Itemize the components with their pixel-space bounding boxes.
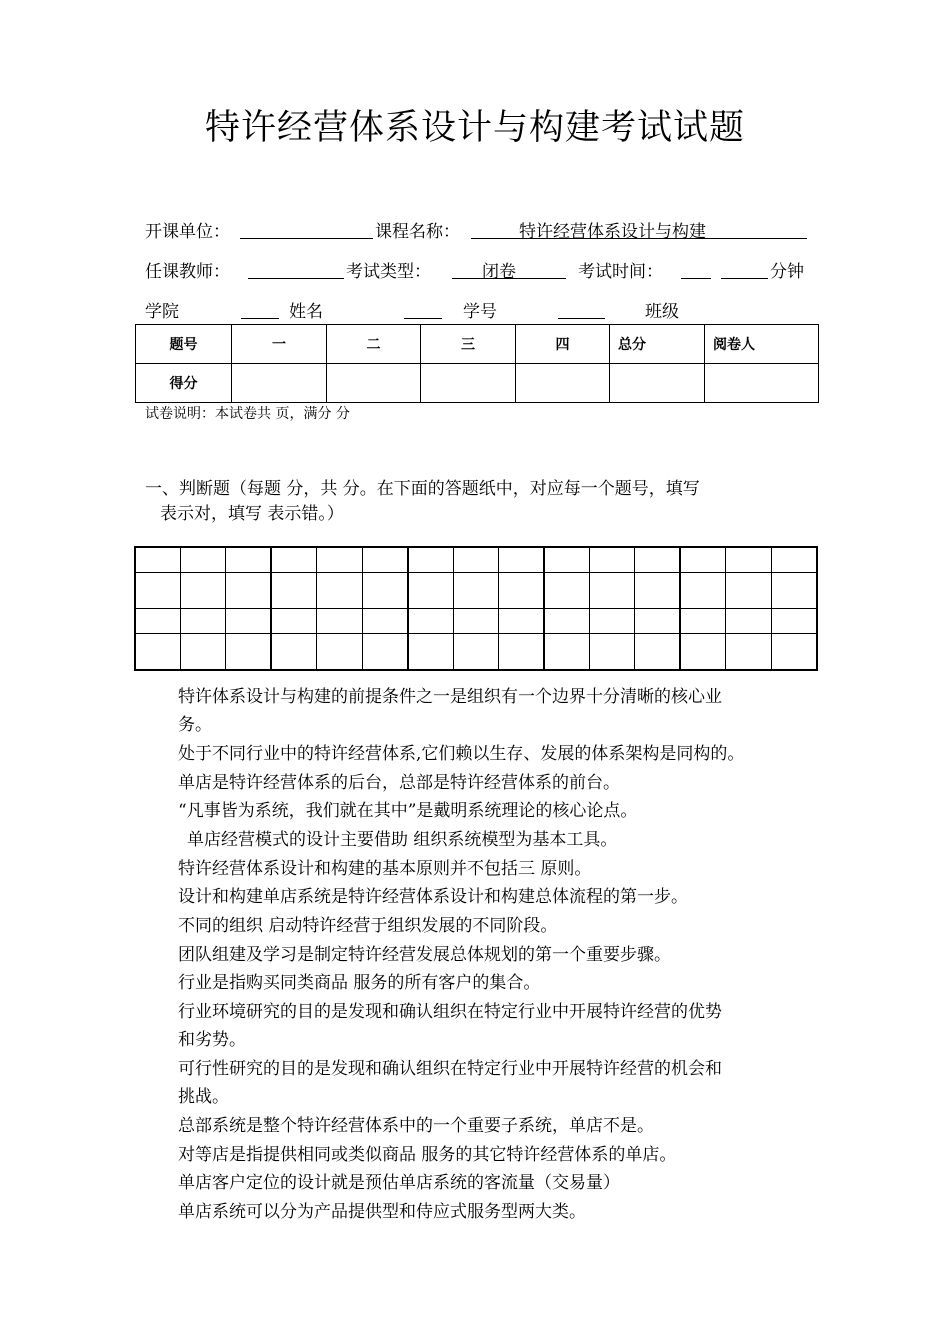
answer-cell[interactable]: [180, 547, 225, 573]
answer-cell[interactable]: [271, 634, 316, 671]
answer-cell[interactable]: [362, 547, 407, 573]
question-line: 行业环境研究的目的是发现和确认组织在特定行业中开展特许经营的优势: [178, 1002, 722, 1022]
score-header-cell: 总分: [610, 325, 705, 364]
section-1-instructions: 一、判断题（每题 分，共 分。在下面的答题纸中，对应每一个题号，填写: [145, 479, 700, 499]
exam-time-label: 考试时间：: [578, 262, 663, 282]
answer-cell[interactable]: [408, 547, 453, 573]
answer-cell[interactable]: [726, 609, 771, 634]
answer-cell[interactable]: [453, 573, 498, 609]
course-label: 课程名称：: [375, 222, 460, 242]
exam-type-value: 闭卷: [482, 262, 516, 282]
student-id-label: 学号: [463, 302, 497, 322]
score-header-cell: 三: [421, 325, 516, 364]
answer-cell[interactable]: [408, 609, 453, 634]
answer-cell[interactable]: [680, 573, 725, 609]
question-line: 行业是指购买同类商品 服务的所有客户的集合。: [178, 973, 541, 993]
question-line: 设计和构建单店系统是特许经营体系设计和构建总体流程的第一步。: [178, 887, 688, 907]
answer-grid-row: [135, 573, 817, 609]
score-header-cell: 四: [516, 325, 610, 364]
answer-cell[interactable]: [726, 634, 771, 671]
page-title: 特许经营体系设计与构建考试试题: [204, 108, 745, 148]
question-line: 单店经营模式的设计主要借助 组织系统模型为基本工具。: [187, 830, 618, 850]
question-line: 特许经营体系设计和构建的基本原则并不包括三 原则。: [178, 859, 592, 879]
answer-cell[interactable]: [271, 609, 316, 634]
answer-cell[interactable]: [680, 547, 725, 573]
answer-cell[interactable]: [771, 547, 817, 573]
answer-cell[interactable]: [680, 634, 725, 671]
score-header-cell: 一: [232, 325, 327, 364]
answer-cell[interactable]: [499, 573, 544, 609]
answer-grid-row: [135, 634, 817, 671]
score-table-header-row: [136, 325, 819, 364]
score-cell[interactable]: [232, 364, 327, 403]
score-row-label: 得分: [136, 364, 232, 403]
answer-cell[interactable]: [317, 634, 362, 671]
college-label: 学院: [145, 302, 179, 322]
answer-cell[interactable]: [771, 573, 817, 609]
score-cell[interactable]: [705, 364, 819, 403]
score-header-cell: 题号: [136, 325, 232, 364]
exam-type-label: 考试类型：: [346, 262, 431, 282]
question-line: 单店客户定位的设计就是预估单店系统的客流量（交易量）: [178, 1173, 620, 1193]
question-line: 总部系统是整个特许经营体系中的一个重要子系统，单店不是。: [178, 1116, 654, 1136]
answer-cell[interactable]: [544, 609, 589, 634]
answer-cell[interactable]: [135, 547, 180, 573]
question-line: 可行性研究的目的是发现和确认组织在特定行业中开展特许经营的机会和: [178, 1059, 722, 1079]
answer-cell[interactable]: [771, 609, 817, 634]
answer-cell[interactable]: [499, 547, 544, 573]
score-table: [135, 324, 819, 403]
answer-cell[interactable]: [271, 573, 316, 609]
exam-time-field-2[interactable]: [721, 278, 768, 279]
answer-grid-row: [135, 609, 817, 634]
answer-cell[interactable]: [590, 609, 635, 634]
answer-cell[interactable]: [135, 573, 180, 609]
answer-cell[interactable]: [226, 547, 271, 573]
answer-cell[interactable]: [726, 547, 771, 573]
answer-cell[interactable]: [453, 609, 498, 634]
question-line: 单店系统可以分为产品提供型和侍应式服务型两大类。: [178, 1202, 586, 1222]
answer-cell[interactable]: [499, 634, 544, 671]
class-label: 班级: [645, 302, 679, 322]
score-cell[interactable]: [327, 364, 421, 403]
answer-cell[interactable]: [180, 634, 225, 671]
score-cell[interactable]: [610, 364, 705, 403]
answer-cell[interactable]: [680, 609, 725, 634]
answer-cell[interactable]: [544, 573, 589, 609]
answer-cell[interactable]: [544, 634, 589, 671]
exam-type-field[interactable]: [452, 278, 566, 279]
answer-cell[interactable]: [544, 547, 589, 573]
answer-cell[interactable]: [590, 573, 635, 609]
score-cell[interactable]: [516, 364, 610, 403]
answer-cell[interactable]: [635, 547, 680, 573]
answer-cell[interactable]: [453, 634, 498, 671]
answer-cell[interactable]: [635, 573, 680, 609]
answer-cell[interactable]: [180, 573, 225, 609]
answer-cell[interactable]: [135, 609, 180, 634]
answer-cell[interactable]: [771, 634, 817, 671]
answer-cell[interactable]: [590, 634, 635, 671]
answer-cell[interactable]: [180, 609, 225, 634]
answer-grid-row: [135, 547, 817, 573]
course-value: 特许经营体系设计与构建: [519, 222, 706, 242]
answer-cell[interactable]: [226, 634, 271, 671]
answer-cell[interactable]: [271, 547, 316, 573]
answer-cell[interactable]: [317, 547, 362, 573]
college-field[interactable]: [241, 318, 279, 319]
answer-cell[interactable]: [317, 573, 362, 609]
score-table-score-row: [136, 364, 819, 403]
answer-cell[interactable]: [726, 573, 771, 609]
exam-note: 试卷说明：本试卷共 页，满分 分: [145, 406, 350, 422]
exam-time-field-1[interactable]: [681, 278, 711, 279]
answer-cell[interactable]: [635, 609, 680, 634]
course-field[interactable]: [471, 238, 807, 239]
question-line: 单店是特许经营体系的后台，总部是特许经营体系的前台。: [178, 773, 620, 793]
question-line: 不同的组织 启动特许经营于组织发展的不同阶段。: [178, 916, 558, 936]
unit-label: 开课单位：: [145, 222, 230, 242]
question-line: 和劣势。: [178, 1030, 246, 1050]
answer-cell[interactable]: [453, 547, 498, 573]
section-1-instructions-cont: 表示对，填写 表示错。）: [160, 504, 344, 524]
answer-cell[interactable]: [499, 609, 544, 634]
teacher-field[interactable]: [248, 278, 344, 279]
student-id-field[interactable]: [558, 318, 605, 319]
score-header-cell: 阅卷人: [705, 325, 819, 364]
question-line: 挑战。: [178, 1087, 229, 1107]
question-line: 处于不同行业中的特许经营体系,它们赖以生存、发展的体系架构是同构的。: [178, 744, 745, 764]
answer-cell[interactable]: [362, 634, 407, 671]
question-line: 团队组建及学习是制定特许经营发展总体规划的第一个重要步骤。: [178, 945, 671, 965]
answer-cell[interactable]: [635, 634, 680, 671]
answer-cell[interactable]: [362, 609, 407, 634]
answer-cell[interactable]: [226, 573, 271, 609]
answer-cell[interactable]: [590, 547, 635, 573]
answer-cell[interactable]: [362, 573, 407, 609]
answer-cell[interactable]: [317, 609, 362, 634]
question-line: “凡事皆为系统，我们就在其中”是戴明系统理论的核心论点。: [178, 801, 638, 821]
answer-cell[interactable]: [408, 573, 453, 609]
question-line: 务。: [178, 715, 212, 735]
answer-cell[interactable]: [408, 634, 453, 671]
name-field[interactable]: [404, 318, 442, 319]
answer-grid: [134, 546, 818, 671]
answer-cell[interactable]: [226, 609, 271, 634]
question-line: 对等店是指提供相同或类似商品 服务的其它特许经营体系的单店。: [178, 1145, 677, 1165]
score-cell[interactable]: [421, 364, 516, 403]
score-header-cell: 二: [327, 325, 421, 364]
unit-field[interactable]: [240, 238, 373, 239]
question-line: 特许体系设计与构建的前提条件之一是组织有一个边界十分清晰的核心业: [178, 687, 722, 707]
teacher-label: 任课教师：: [145, 262, 230, 282]
minutes-label: 分钟: [770, 262, 804, 282]
name-label: 姓名: [289, 302, 323, 322]
answer-cell[interactable]: [135, 634, 180, 671]
